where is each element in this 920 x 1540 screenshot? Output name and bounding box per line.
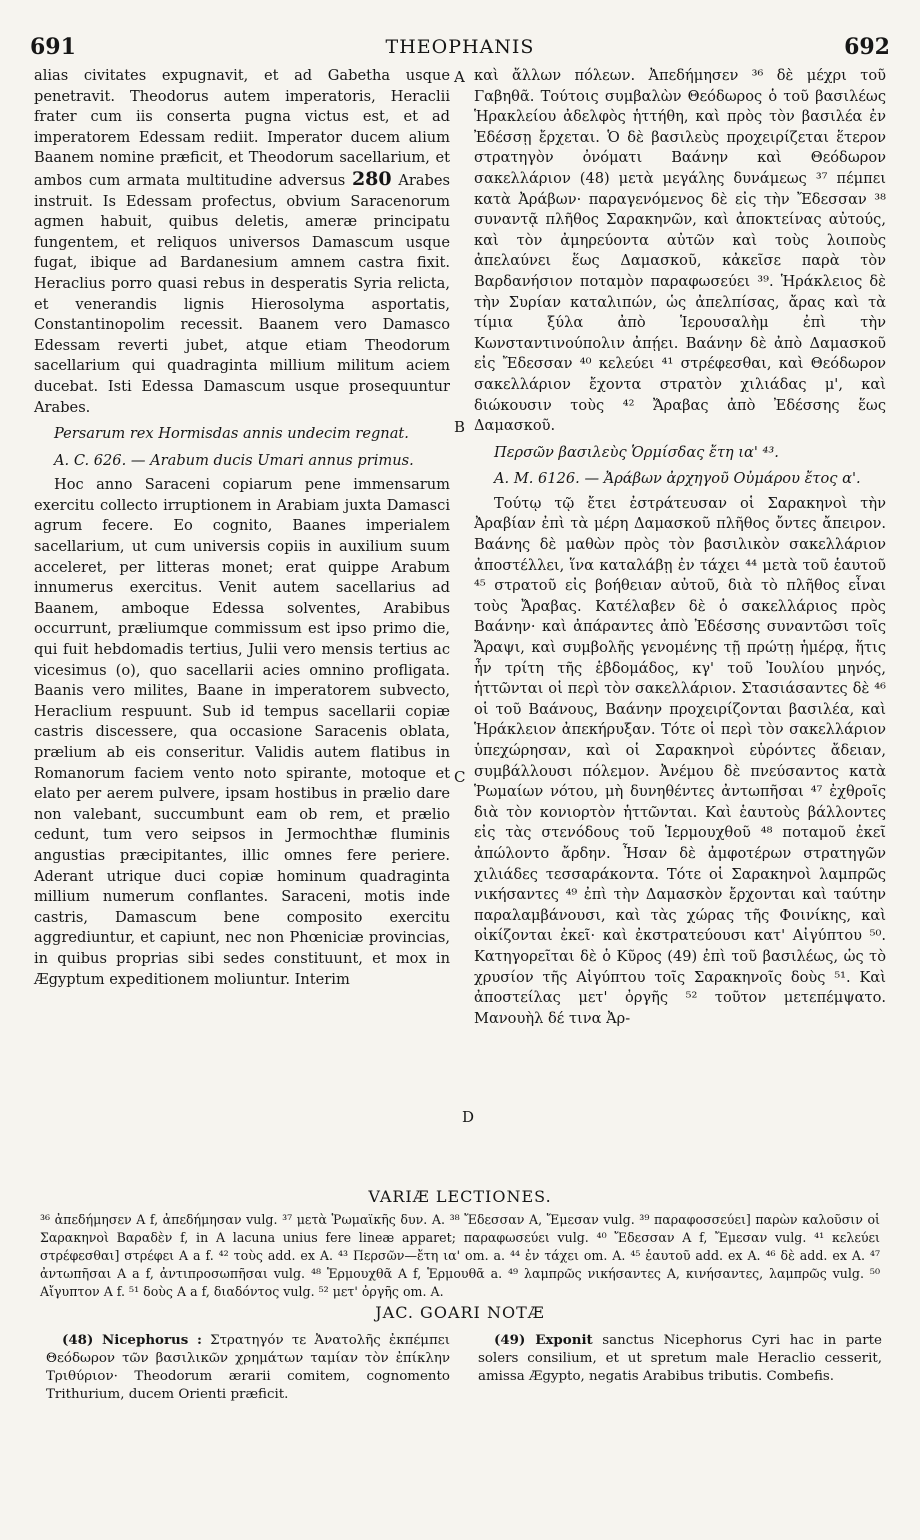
- latin-column: [34, 66, 450, 994]
- page-number-right: 692: [844, 34, 890, 60]
- running-title: THEOPHANIS: [385, 36, 535, 58]
- latin-paragraph-1: [34, 66, 450, 418]
- variae-lectiones-title: VARIÆ LECTIONES.: [368, 1187, 552, 1206]
- margin-letter-a: A: [454, 68, 465, 86]
- greek-heading-year: A. M. 6126. — Ἀράβων ἀρχηγοῦ Οὐμάρου ἔτος α'.: [494, 470, 861, 488]
- page-header: [30, 34, 890, 64]
- latin-paragraph-2: Hoc anno Saraceni copiarum pene immensarum exercitu collecto irruptionem in Arabiam juxta Damasci agrum fecere. Eo cognito, Baanes imperialem sacellarium, ut cum universis copiis in auxilium suum acceleret, per litteras monet; erat quippe Arabum innumerus exercitus. Venit autem sacellarius ad Baanem, amboque Edessa solventes, Arabibus occurrunt, præliumque commissum est ipso primo die, qui fuit hebdomadis tertius, Julii vero mensis tertius ac vicesimus (o), quo sacellarii acies omnino profligata. Baanis vero milites, Baane in imperatorem subvecto, Heraclium respuunt. Sub id tempus sacellarii copiæ castris discessere, qua occasione Saracenis oblata, prælium ab eis conseritur. Validis autem flatibus in Romanorum faciem vento noto spirante, motoque et elato per aerem pulvere, ipsam hostibus in prælio dare non valebant, succumbunt eam ob rem, et prælio cedunt, tum vero seipsos in Jermochthæ fluminis angustias præcipitantes, illic omnes fere periere. Aderant utrique duci copiæ hominum quadraginta millium numerum conflantes. Saraceni, motis inde castris, Damascum bene composito exercitu aggrediuntur, et capiunt, nec non Phœniciæ provincias, in quibus proprias sibi sedes constituunt, et mox in Ægyptum expeditionem moliuntur. Interim: [34, 476, 450, 988]
- note-49: [478, 1331, 882, 1386]
- greek-paragraph-2: Τούτῳ τῷ ἔτει ἐστράτευσαν οἱ Σαρακηνοὶ τὴν Ἀραβίαν ἐπὶ τὰ μέρη Δαμασκοῦ πλῆθος ὄντες ἄπειρον. Βαάνης δὲ μαθὼν πρὸς τὸν βασιλικὸν σακελλάριον ἀποστέλλει, ἵνα καταλάβῃ ἐν τάχει ⁴⁴ μετὰ τοῦ ἑαυτοῦ ⁴⁵ στρατοῦ εἰς βοήθειαν αὐτοῦ, διὰ τὸ πλῆθος εἶναι τοὺς Ἄραβας. Κατέλαβεν δὲ ὁ σακελλάριος πρὸς Βαάνην· καὶ ἀπάραντες ἀπὸ Ἐδέσσης συναντῶσι τοῖς Ἄραψι, καὶ συμβολῆς γενομένης τῇ πρώτῃ ἡμέρᾳ, ἥτις ἦν τρίτη τῆς ἑβδομάδος, κγ' τοῦ Ἰουλίου μηνός, ἡττῶνται οἱ περὶ τὸν σακελλάριον. Στασιάσαντες δὲ ⁴⁶ οἱ τοῦ Βαάνους, Βαάνην προχειρίζονται βασιλέα, καὶ Ἡράκλειον ἀπεκήρυξαν. Τότε οἱ περὶ τὸν σακελλάριον ὑπεχώρησαν, καὶ οἱ Σαρακηνοὶ εὑρόντες ἄδειαν, συμβάλλουσι πόλεμον. Ἀνέμου δὲ πνεύσαντος κατὰ Ῥωμαίων νότου, μὴ δυνηθέντες ἀντωπῆσαι ⁴⁷ ἐχθροῖς διὰ τὸν κονιορτὸν ἡττῶνται. Καὶ ἑαυτοὺς βάλλοντες εἰς τὰς στενόδους τοῦ Ἱερμουχθοῦ ⁴⁸ ποταμοῦ ἐκεῖ ἀπώλοντο ἄρδην. Ἦσαν δὲ ἀμφοτέρων στρατηγῶν χιλιάδες τεσσαράκοντα. Τότε οἱ Σαρακηνοὶ λαμπρῶς νικήσαντες ⁴⁹ ἐπὶ τὴν Δαμασκὸν ἔρχονται καὶ ταύτην παραλαμβάνουσι, καὶ τὰς χώρας τῆς Φοινίκης, καὶ οἰκίζονται ἐκεῖ· καὶ ἐκστρατεύουσι κατ' Αἰγύπτου ⁵⁰. Κατηγορεῖται δὲ ὁ Κῦρος (49) ἐπὶ τοῦ βασιλέως, ὡς τὸ χρυσίον τῆς Αἰγύπτου τοῖς Σαρακηνοῖς δοὺς ⁵¹. Καὶ ἀποστείλας μετ' ὀργῆς ⁵² τοῦτον μετεπέμψατο. Μανουὴλ δέ τινα Ἀρ-: [474, 494, 886, 1027]
- latin-heading-rex: Persarum rex Hormisdas annis undecim regnat.: [54, 425, 409, 443]
- margin-letter-b: B: [454, 418, 466, 436]
- note-49-text: sanctus Nicephorus Cyri hac in parte solers consilium, et ut spretum male Heraclio cesserit, amissa Ægypto, negatis Arabibus tributis. Combefis.: [478, 1333, 882, 1384]
- greek-heading-basileus: Περσῶν βασιλεὺς Ὁρμίσδας ἔτη ια' ⁴³.: [494, 443, 779, 461]
- greek-column: [474, 66, 886, 1033]
- variae-text: ³⁶ ἀπεδήμησεν A f, ἀπεδήμησαν vulg. ³⁷ μετὰ Ῥωμαϊκῆς δυν. A. ³⁸ Ἔδεσσαν A, Ἔμεσαν vulg. ³⁹ παραφοσσεύει] παρὼν καλοῦσιν οἱ Σαρακηνοὶ Βαραδὲν f, in A lacuna unius fere lineæ apparet; παραφωσεύει vulg. ⁴⁰ Ἔδεσσαν A f, Ἔμεσαν vulg. ⁴¹ κελεύει στρέφεσθαι] στρέφει A a f. ⁴² τοὺς add. ex A. ⁴³ Περσῶν—ἔτη ια' om. a. ⁴⁴ ἐν τάχει om. A. ⁴⁵ ἑαυτοῦ add. ex A. ⁴⁶ δὲ add. ex A. ⁴⁷ ἀντωπῆσαι A a f, ἀντιπροσωπῆσαι vulg. ⁴⁸ Ἑρμουχθᾶ A f, Ἑρμουθᾶ a. ⁴⁹ λαμπρῶς νικήσαντες A, κινήσαντες, λαμπρῶς vulg. ⁵⁰ Αἴγυπτον A f. ⁵¹ δοὺς A a f, διαδόντος vulg. ⁵² μετ' ὀργῆς om. A.: [40, 1212, 880, 1299]
- note-49-label: (49) Exponit: [494, 1332, 593, 1348]
- note-48-text: Στρατηγόν τε Ἀνατολῆς ἐκπέμπει Θεόδωρον τῶν βασιλικῶν χρημάτων ταμίαν τὸν ἐπίκλην Τριθύριον· Theodorum ærarii comitem, cognomento Trithurium, ducem Orienti præficit.: [46, 1333, 450, 1402]
- note-48-label: (48) Nicephorus :: [62, 1332, 202, 1348]
- page-number-left: 691: [30, 34, 76, 60]
- margin-letter-c: C: [454, 768, 466, 786]
- notes-title: JAC. GOARI NOTÆ: [375, 1303, 545, 1322]
- latin-heading-year: A. C. 626. — Arabum ducis Umari annus primus.: [54, 451, 414, 469]
- note-48: [46, 1331, 450, 1404]
- marginal-number: 280: [351, 167, 392, 190]
- greek-paragraph-1: καὶ ἄλλων πόλεων. Ἀπεδήμησεν ³⁶ δὲ μέχρι τοῦ Γαβηθᾶ. Τούτοις συμβαλὼν Θεόδωρος ὁ τοῦ βασιλέως Ἡρακλείου ἀδελφὸς ἡττήθη, καὶ πρὸς τὸν βασιλέα ἐν Ἐδέσσῃ ἔρχεται. Ὁ δὲ βασιλεὺς προχειρίζεται ἕτερον στρατηγὸν ὀνόματι Βαάνην καὶ Θεόδωρον σακελλάριον (48) μετὰ μεγάλης δυνάμεως ³⁷ πέμπει κατὰ Ἀράβων· παραγενόμενος δὲ εἰς τὴν Ἔδεσσαν ³⁸ συναντᾷ πλῆθος Σαρακηνῶν, καὶ ἀποκτείνας αὐτούς, καὶ τὸν ἀμηρεύοντα αὐτῶν καὶ τοὺς λοιποὺς ἀπελαύνει ἕως Δαμασκοῦ, κἀκεῖσε παρὰ τὸν Βαρδανήσιον ποταμὸν παραφωσεύει ³⁹. Ἡράκλειος δὲ τὴν Συρίαν καταλιπών, ὡς ἀπελπίσας, ἄρας καὶ τὰ τίμια ξύλα ἀπὸ Ἱερουσαλὴμ ἐπὶ τὴν Κωνσταντινούπολιν ἀπῄει. Βαάνην δὲ ἀπὸ Δαμασκοῦ εἰς Ἔδεσσαν ⁴⁰ κελεύει ⁴¹ στρέφεσθαι, καὶ Θεόδωρον σακελλάριον ἔχοντα στρατὸν χιλιάδας μ', καὶ διώκουσιν τοὺς ⁴² Ἄραβας ἀπὸ Ἐδέσσης ἕως Δαμασκοῦ.: [474, 67, 886, 435]
- variae-lectiones: [40, 1211, 880, 1301]
- latin-text-1a: alias civitates expugnavit, et ad Gabetha usque penetravit. Theodorus autem imperatoris, Heraclii frater cum iis conserta pugna victus est, et ad imperatorem Edessam rediit. Imperator ducem alium Baanem nomine præficit, et Theodorum sacellarium, et ambos cum armata multitudine adversus: [34, 67, 450, 189]
- latin-text-1b: Arabes instruit. Is Edessam profectus, obvium Saracenorum agmen habuit, quibus deletis, ameræ principatu fungentem, et reliquos universos Damascum usque fugat, ibique ad Bardanesium amnem castra fixit. Heraclius porro quasi rebus in desperatis Syria relicta, et venerandis lignis Hierosolyma asportatis, Constantinopolim recessit. Baanem vero Damasco Edessam reverti jubet, atque etiam Theodorum sacellarium qui quadraginta millium militum aciem ducebat. Isti Edessa Damascum usque prosequuntur Arabes.: [34, 171, 451, 416]
- margin-letter-d: D: [462, 1108, 475, 1126]
